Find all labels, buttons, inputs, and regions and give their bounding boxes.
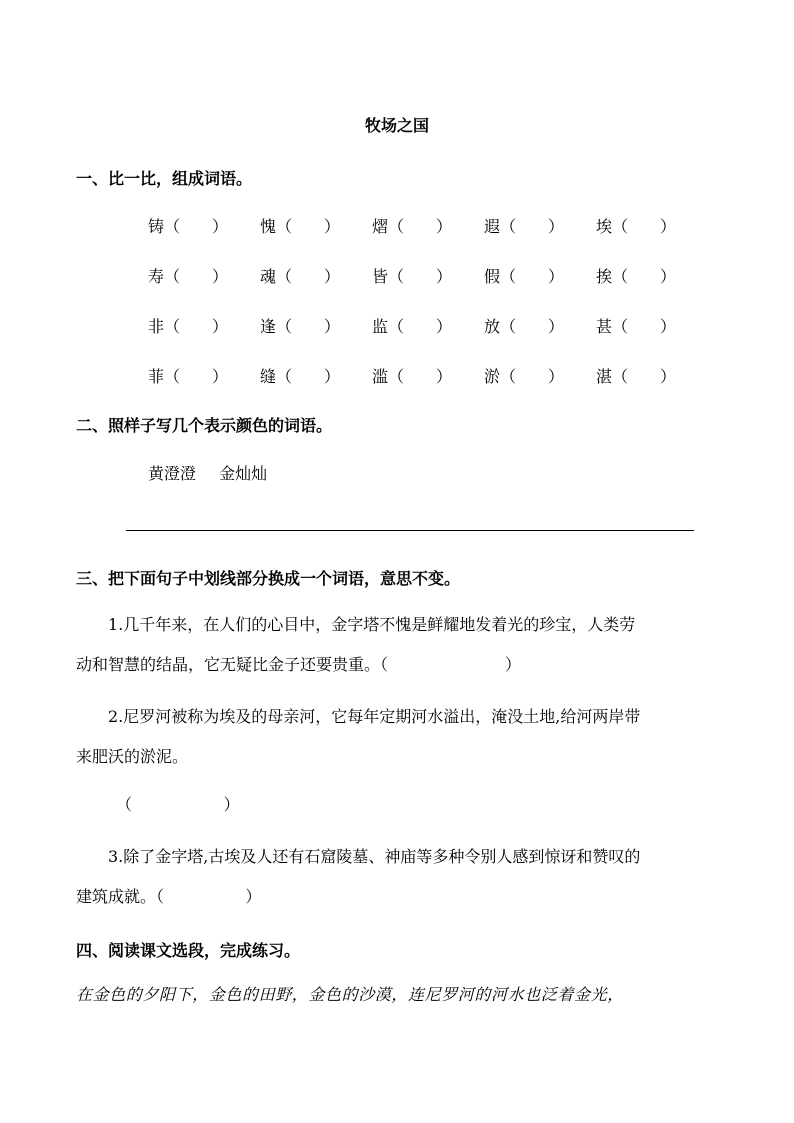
answer-blank[interactable]: （ ） — [612, 367, 677, 386]
word-cell — [148, 314, 228, 337]
answer-blank[interactable]: （ ） — [612, 267, 677, 286]
character: 滥 — [372, 367, 389, 386]
answer-blank[interactable]: （ ） — [500, 267, 565, 286]
section2-heading: 二、照样子写几个表示颜色的词语。 — [76, 416, 333, 435]
word-cell — [372, 364, 452, 387]
character: 埃 — [596, 217, 613, 236]
word-cell — [484, 264, 564, 287]
question-3-line2 — [76, 877, 726, 917]
answer-line[interactable] — [126, 530, 694, 531]
answer-blank[interactable]: （ ） — [388, 217, 453, 236]
answer-blank[interactable]: （ ） — [276, 367, 341, 386]
close-paren: ） — [245, 887, 262, 906]
character: 寿 — [148, 267, 165, 286]
section1-heading: 一、比一比，组成词语。 — [76, 169, 253, 188]
word-cell — [596, 264, 676, 287]
question-1-text: 动和智慧的结晶，它无疑比金子还要贵重。（ — [76, 655, 389, 674]
character: 湛 — [596, 367, 613, 386]
character: 淤 — [484, 367, 501, 386]
character: 放 — [484, 317, 501, 336]
character: 假 — [484, 267, 501, 286]
grid-row — [148, 214, 708, 238]
answer-blank[interactable]: （ ） — [500, 367, 565, 386]
answer-blank[interactable]: （ ） — [500, 317, 565, 336]
character: 魂 — [260, 267, 277, 286]
character: 愧 — [260, 217, 277, 236]
question-3-text: 建筑成就。（ — [76, 887, 165, 906]
character: 逢 — [260, 317, 277, 336]
question-3-line1: 3.除了金字塔,古埃及人还有石窟陵墓、神庙等多种令别人感到惊讶和赞叹的 — [108, 847, 641, 866]
answer-blank[interactable]: （ ） — [612, 317, 677, 336]
character: 熠 — [372, 217, 389, 236]
character: 甚 — [596, 317, 613, 336]
answer-blank[interactable] — [132, 785, 224, 825]
question-1 — [76, 605, 726, 685]
character: 铸 — [148, 217, 165, 236]
close-paren: ） — [223, 795, 240, 814]
example-word: 黄澄澄 — [148, 464, 197, 483]
word-cell — [260, 264, 340, 287]
answer-blank[interactable]: （ ） — [500, 217, 565, 236]
reading-passage: 在金色的夕阳下，金色的田野，金色的沙漠，连尼罗河的河水也泛着金光， — [76, 985, 624, 1004]
question-2-line2: 来肥沃的淤泥。 — [76, 747, 189, 766]
section4-heading: 四、阅读课文选段，完成练习。 — [76, 941, 301, 960]
answer-blank[interactable]: （ ） — [388, 367, 453, 386]
answer-blank[interactable]: （ ） — [164, 267, 229, 286]
page-title: 牧场之国 — [364, 116, 429, 135]
word-cell — [260, 364, 340, 387]
word-cell — [484, 214, 564, 237]
answer-blank[interactable]: （ ） — [164, 217, 229, 236]
answer-blank[interactable]: （ ） — [164, 367, 229, 386]
word-cell — [484, 314, 564, 337]
answer-blank[interactable]: （ ） — [276, 217, 341, 236]
question-2-line1: 2.尼罗河被称为埃及的母亲河，它每年定期河水溢出，淹没土地,给河两岸带 — [108, 707, 641, 726]
word-cell — [148, 364, 228, 387]
word-cell — [372, 314, 452, 337]
word-cell — [260, 314, 340, 337]
open-paren: （ — [116, 795, 133, 814]
question-2 — [76, 697, 726, 777]
answer-blank[interactable] — [388, 645, 505, 685]
character: 遐 — [484, 217, 501, 236]
question-1-line2 — [76, 645, 726, 685]
character: 缝 — [260, 367, 277, 386]
grid-row — [148, 314, 708, 338]
question-3 — [76, 837, 726, 917]
answer-blank[interactable]: （ ） — [164, 317, 229, 336]
grid-row — [148, 264, 708, 288]
word-cell — [148, 264, 228, 287]
color-word-examples — [148, 461, 285, 484]
character: 皆 — [372, 267, 389, 286]
answer-blank[interactable]: （ ） — [276, 317, 341, 336]
word-cell — [372, 264, 452, 287]
character: 菲 — [148, 367, 165, 386]
answer-blank[interactable]: （ ） — [276, 267, 341, 286]
example-word: 金灿灿 — [219, 464, 268, 483]
question-2-answer — [116, 785, 766, 825]
word-cell — [148, 214, 228, 237]
section3-heading: 三、把下面句子中划线部分换成一个词语，意思不变。 — [76, 569, 461, 588]
answer-blank[interactable] — [164, 877, 245, 917]
answer-blank[interactable]: （ ） — [388, 267, 453, 286]
word-cell — [484, 364, 564, 387]
question-1-line1: 1.几千年来，在人们的心目中，金字塔不愧是鲜耀地发着光的珍宝，人类劳 — [108, 615, 636, 634]
grid-row — [148, 364, 708, 388]
word-cell — [596, 314, 676, 337]
close-paren: ） — [505, 655, 522, 674]
word-cell — [596, 214, 676, 237]
word-cell — [260, 214, 340, 237]
character: 非 — [148, 317, 165, 336]
character: 挨 — [596, 267, 613, 286]
word-cell — [596, 364, 676, 387]
answer-blank[interactable]: （ ） — [388, 317, 453, 336]
answer-blank[interactable]: （ ） — [612, 217, 677, 236]
word-cell — [372, 214, 452, 237]
character: 监 — [372, 317, 389, 336]
